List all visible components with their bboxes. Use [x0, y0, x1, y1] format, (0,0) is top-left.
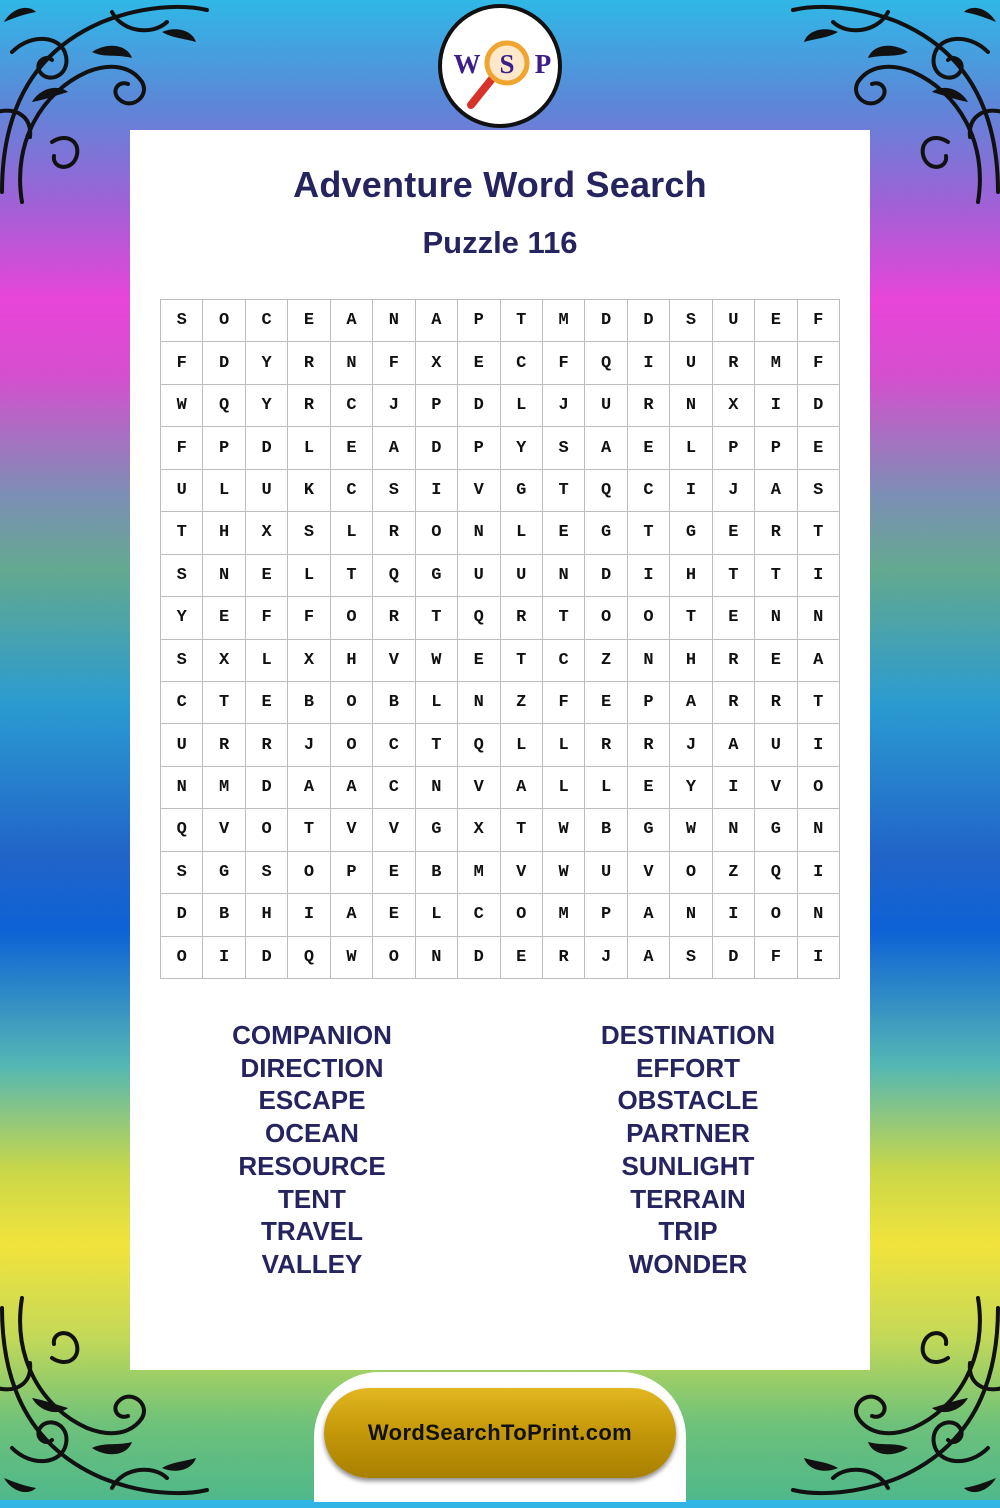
grid-cell[interactable]: I: [628, 555, 670, 597]
grid-cell[interactable]: W: [543, 852, 585, 894]
grid-cell[interactable]: C: [501, 342, 543, 384]
grid-cell[interactable]: I: [713, 767, 755, 809]
grid-cell[interactable]: P: [755, 427, 797, 469]
grid-cell[interactable]: S: [798, 470, 840, 512]
grid-cell[interactable]: N: [373, 300, 415, 342]
grid-cell[interactable]: L: [288, 555, 330, 597]
grid-cell[interactable]: G: [501, 470, 543, 512]
grid-cell[interactable]: N: [416, 937, 458, 979]
grid-cell[interactable]: T: [755, 555, 797, 597]
word-list-item: TERRAIN: [630, 1183, 746, 1214]
grid-cell[interactable]: L: [501, 512, 543, 554]
grid-cell[interactable]: Y: [246, 385, 288, 427]
grid-cell[interactable]: D: [246, 937, 288, 979]
grid-cell[interactable]: F: [755, 937, 797, 979]
word-list-item: ESCAPE: [258, 1085, 366, 1116]
grid-cell[interactable]: U: [713, 300, 755, 342]
grid-cell[interactable]: D: [416, 427, 458, 469]
grid-cell[interactable]: Q: [458, 724, 500, 766]
grid-cell[interactable]: I: [798, 724, 840, 766]
grid-cell[interactable]: A: [331, 767, 373, 809]
grid-cell[interactable]: A: [670, 682, 712, 724]
grid-cell[interactable]: N: [628, 640, 670, 682]
page-title: Adventure Word Search: [293, 164, 707, 205]
grid-cell[interactable]: L: [246, 640, 288, 682]
grid-cell[interactable]: R: [288, 385, 330, 427]
grid-cell[interactable]: S: [161, 640, 203, 682]
grid-cell[interactable]: T: [416, 724, 458, 766]
grid-cell[interactable]: T: [670, 597, 712, 639]
grid-cell[interactable]: C: [543, 640, 585, 682]
grid-cell[interactable]: T: [501, 809, 543, 851]
grid-cell[interactable]: G: [628, 809, 670, 851]
grid-cell[interactable]: O: [246, 809, 288, 851]
grid-cell[interactable]: G: [416, 809, 458, 851]
grid-cell[interactable]: L: [416, 894, 458, 936]
grid-cell[interactable]: O: [331, 597, 373, 639]
grid-cell[interactable]: E: [458, 342, 500, 384]
grid-cell[interactable]: J: [373, 385, 415, 427]
grid-cell[interactable]: D: [458, 385, 500, 427]
grid-cell[interactable]: Z: [585, 640, 627, 682]
grid-cell[interactable]: W: [161, 385, 203, 427]
grid-cell[interactable]: E: [628, 767, 670, 809]
grid-cell[interactable]: J: [670, 724, 712, 766]
grid-cell[interactable]: T: [543, 470, 585, 512]
word-list-item: OBSTACLE: [617, 1085, 759, 1116]
grid-cell[interactable]: D: [628, 300, 670, 342]
grid-cell[interactable]: E: [501, 937, 543, 979]
grid-cell[interactable]: B: [585, 809, 627, 851]
grid-cell[interactable]: N: [798, 809, 840, 851]
grid-cell[interactable]: C: [331, 385, 373, 427]
word-list-item: COMPANION: [232, 1020, 392, 1050]
grid-cell[interactable]: M: [203, 767, 245, 809]
grid-cell[interactable]: S: [670, 937, 712, 979]
grid-cell[interactable]: U: [755, 724, 797, 766]
grid-cell[interactable]: O: [416, 512, 458, 554]
grid-cell[interactable]: O: [331, 724, 373, 766]
grid-cell[interactable]: I: [416, 470, 458, 512]
grid-cell[interactable]: I: [203, 937, 245, 979]
word-list-item: SUNLIGHT: [621, 1150, 755, 1181]
grid-cell[interactable]: W: [670, 809, 712, 851]
grid-cell[interactable]: M: [543, 894, 585, 936]
grid-cell[interactable]: F: [161, 427, 203, 469]
grid-cell[interactable]: I: [798, 852, 840, 894]
grid-cell[interactable]: A: [755, 470, 797, 512]
grid-cell[interactable]: I: [713, 894, 755, 936]
magnifier-logo-icon: [447, 13, 553, 119]
grid-cell[interactable]: Z: [501, 682, 543, 724]
grid-cell[interactable]: G: [585, 512, 627, 554]
grid-cell[interactable]: L: [331, 512, 373, 554]
grid-cell[interactable]: H: [670, 640, 712, 682]
grid-cell[interactable]: V: [458, 767, 500, 809]
grid-cell[interactable]: T: [543, 597, 585, 639]
grid-cell[interactable]: X: [713, 385, 755, 427]
grid-cell[interactable]: H: [670, 555, 712, 597]
grid-cell[interactable]: S: [246, 852, 288, 894]
grid-cell[interactable]: A: [713, 724, 755, 766]
grid-cell[interactable]: L: [543, 767, 585, 809]
grid-cell[interactable]: R: [373, 512, 415, 554]
grid-cell[interactable]: F: [543, 342, 585, 384]
grid-cell[interactable]: G: [670, 512, 712, 554]
logo-letter-s: S: [499, 49, 515, 79]
grid-cell[interactable]: E: [628, 427, 670, 469]
site-link-label: WordSearchToPrint.com: [367, 1420, 633, 1445]
grid-cell[interactable]: R: [713, 682, 755, 724]
logo-letter-w: W: [453, 49, 481, 79]
grid-cell[interactable]: S: [161, 555, 203, 597]
grid-cell[interactable]: W: [331, 937, 373, 979]
word-list-right: [538, 1019, 838, 1281]
grid-cell[interactable]: A: [331, 300, 373, 342]
grid-cell[interactable]: V: [501, 852, 543, 894]
word-list-item: EFFORT: [636, 1052, 740, 1083]
grid-cell[interactable]: U: [246, 470, 288, 512]
grid-cell[interactable]: R: [628, 724, 670, 766]
grid-cell[interactable]: I: [628, 342, 670, 384]
grid-cell[interactable]: C: [331, 470, 373, 512]
grid-cell[interactable]: E: [331, 427, 373, 469]
grid-cell[interactable]: N: [713, 809, 755, 851]
grid-cell[interactable]: O: [755, 894, 797, 936]
grid-cell[interactable]: S: [161, 852, 203, 894]
grid-cell[interactable]: N: [458, 682, 500, 724]
grid-cell[interactable]: E: [203, 597, 245, 639]
grid-cell[interactable]: L: [543, 724, 585, 766]
grid-cell[interactable]: S: [670, 300, 712, 342]
grid-cell[interactable]: D: [246, 427, 288, 469]
grid-cell[interactable]: X: [458, 809, 500, 851]
grid-cell[interactable]: O: [670, 852, 712, 894]
grid-cell[interactable]: U: [585, 385, 627, 427]
grid-cell[interactable]: U: [585, 852, 627, 894]
grid-cell[interactable]: L: [203, 470, 245, 512]
grid-cell[interactable]: L: [501, 385, 543, 427]
grid-cell[interactable]: P: [416, 385, 458, 427]
grid-cell[interactable]: Y: [246, 342, 288, 384]
grid-cell[interactable]: R: [755, 512, 797, 554]
grid-cell[interactable]: A: [501, 767, 543, 809]
word-list-item: OCEAN: [265, 1118, 359, 1149]
grid-cell[interactable]: R: [628, 385, 670, 427]
grid-cell[interactable]: G: [416, 555, 458, 597]
grid-cell[interactable]: F: [798, 300, 840, 342]
grid-cell[interactable]: P: [628, 682, 670, 724]
grid-cell[interactable]: Q: [161, 809, 203, 851]
grid-cell[interactable]: N: [755, 597, 797, 639]
grid-cell[interactable]: R: [203, 724, 245, 766]
grid-cell[interactable]: E: [288, 300, 330, 342]
grid-cell[interactable]: W: [543, 809, 585, 851]
grid-cell[interactable]: Q: [288, 937, 330, 979]
grid-cell[interactable]: E: [458, 640, 500, 682]
grid-cell[interactable]: C: [458, 894, 500, 936]
grid-cell[interactable]: M: [543, 300, 585, 342]
grid-cell[interactable]: D: [585, 300, 627, 342]
grid-cell[interactable]: L: [288, 427, 330, 469]
grid-cell[interactable]: D: [585, 555, 627, 597]
grid-cell[interactable]: T: [331, 555, 373, 597]
grid-cell[interactable]: P: [331, 852, 373, 894]
grid-cell[interactable]: R: [246, 724, 288, 766]
grid-cell[interactable]: V: [755, 767, 797, 809]
grid-cell[interactable]: B: [373, 682, 415, 724]
word-list-item: TRAVEL: [260, 1216, 364, 1247]
puzzle-number: Puzzle 116: [422, 225, 578, 260]
grid-cell[interactable]: A: [331, 894, 373, 936]
grid-cell[interactable]: A: [628, 894, 670, 936]
grid-cell[interactable]: D: [458, 937, 500, 979]
grid-cell[interactable]: I: [288, 894, 330, 936]
grid-cell[interactable]: V: [373, 809, 415, 851]
grid-cell[interactable]: Q: [755, 852, 797, 894]
grid-cell[interactable]: Y: [501, 427, 543, 469]
grid-cell[interactable]: X: [246, 512, 288, 554]
grid-cell[interactable]: E: [373, 852, 415, 894]
word-list-item: WONDER: [628, 1248, 748, 1279]
grid-cell[interactable]: T: [203, 682, 245, 724]
grid-cell[interactable]: Q: [458, 597, 500, 639]
grid-cell[interactable]: X: [416, 342, 458, 384]
grid-cell[interactable]: E: [755, 640, 797, 682]
grid-cell[interactable]: I: [755, 385, 797, 427]
grid-cell[interactable]: E: [246, 682, 288, 724]
grid-cell[interactable]: J: [543, 385, 585, 427]
grid-cell[interactable]: S: [373, 470, 415, 512]
grid-cell[interactable]: L: [670, 427, 712, 469]
grid-cell[interactable]: N: [416, 767, 458, 809]
grid-cell[interactable]: V: [458, 470, 500, 512]
grid-cell[interactable]: R: [288, 342, 330, 384]
grid-cell[interactable]: N: [331, 342, 373, 384]
grid-cell[interactable]: N: [798, 894, 840, 936]
grid-cell[interactable]: C: [246, 300, 288, 342]
grid-cell[interactable]: A: [585, 427, 627, 469]
grid-cell[interactable]: O: [585, 597, 627, 639]
grid-cell[interactable]: F: [288, 597, 330, 639]
grid-cell[interactable]: R: [501, 597, 543, 639]
grid-cell[interactable]: V: [203, 809, 245, 851]
grid-cell[interactable]: T: [798, 682, 840, 724]
grid-cell[interactable]: I: [670, 470, 712, 512]
grid-cell[interactable]: E: [798, 427, 840, 469]
grid-cell[interactable]: V: [628, 852, 670, 894]
grid-cell[interactable]: C: [161, 682, 203, 724]
grid-cell[interactable]: R: [713, 342, 755, 384]
grid-cell[interactable]: I: [798, 555, 840, 597]
grid-cell[interactable]: D: [246, 767, 288, 809]
grid-cell[interactable]: P: [458, 300, 500, 342]
grid-cell[interactable]: Y: [670, 767, 712, 809]
grid-cell[interactable]: T: [713, 555, 755, 597]
grid-cell[interactable]: D: [203, 342, 245, 384]
grid-cell[interactable]: R: [755, 682, 797, 724]
grid-cell[interactable]: L: [416, 682, 458, 724]
grid-cell[interactable]: S: [161, 300, 203, 342]
grid-cell[interactable]: N: [161, 767, 203, 809]
grid-cell[interactable]: T: [501, 300, 543, 342]
grid-cell[interactable]: T: [798, 512, 840, 554]
grid-cell[interactable]: I: [798, 937, 840, 979]
site-link-button[interactable]: [324, 1388, 676, 1478]
grid-cell[interactable]: O: [331, 682, 373, 724]
grid-cell[interactable]: G: [755, 809, 797, 851]
grid-cell[interactable]: V: [331, 809, 373, 851]
grid-cell[interactable]: S: [288, 512, 330, 554]
grid-cell[interactable]: C: [373, 724, 415, 766]
grid-cell[interactable]: Y: [161, 597, 203, 639]
grid-cell[interactable]: B: [416, 852, 458, 894]
grid-cell[interactable]: O: [161, 937, 203, 979]
grid-cell[interactable]: U: [670, 342, 712, 384]
grid-cell[interactable]: U: [501, 555, 543, 597]
grid-cell[interactable]: H: [203, 512, 245, 554]
grid-cell[interactable]: E: [373, 894, 415, 936]
grid-cell[interactable]: O: [203, 300, 245, 342]
grid-cell[interactable]: X: [288, 640, 330, 682]
word-list-item: PARTNER: [626, 1118, 750, 1149]
grid-cell[interactable]: E: [713, 512, 755, 554]
grid-cell[interactable]: C: [373, 767, 415, 809]
grid-cell[interactable]: U: [161, 724, 203, 766]
word-list-item: TENT: [278, 1183, 346, 1214]
grid-cell[interactable]: O: [501, 894, 543, 936]
grid-cell[interactable]: D: [161, 894, 203, 936]
grid-cell[interactable]: O: [373, 937, 415, 979]
grid-cell[interactable]: O: [798, 767, 840, 809]
grid-cell[interactable]: J: [713, 470, 755, 512]
grid-cell[interactable]: O: [288, 852, 330, 894]
grid-cell[interactable]: T: [628, 512, 670, 554]
footer-badge: [314, 1372, 686, 1502]
grid-cell[interactable]: K: [288, 470, 330, 512]
grid-cell[interactable]: A: [416, 300, 458, 342]
grid-cell[interactable]: A: [628, 937, 670, 979]
grid-cell[interactable]: N: [670, 385, 712, 427]
grid-cell[interactable]: F: [373, 342, 415, 384]
grid-cell[interactable]: A: [798, 640, 840, 682]
grid-cell[interactable]: R: [585, 724, 627, 766]
word-list-item: DIRECTION: [240, 1052, 384, 1083]
grid-cell[interactable]: A: [288, 767, 330, 809]
grid-cell[interactable]: Q: [203, 385, 245, 427]
grid-cell[interactable]: Q: [585, 342, 627, 384]
grid-cell[interactable]: J: [288, 724, 330, 766]
grid-cell[interactable]: N: [543, 555, 585, 597]
grid-cell[interactable]: P: [458, 427, 500, 469]
letter-grid: [160, 299, 840, 979]
grid-cell[interactable]: N: [458, 512, 500, 554]
grid-cell[interactable]: T: [416, 597, 458, 639]
grid-cell[interactable]: R: [373, 597, 415, 639]
grid-cell[interactable]: Q: [585, 470, 627, 512]
word-list-left: [162, 1019, 462, 1281]
grid-cell[interactable]: B: [288, 682, 330, 724]
grid-cell[interactable]: E: [713, 597, 755, 639]
grid-cell[interactable]: P: [585, 894, 627, 936]
grid-cell[interactable]: H: [246, 894, 288, 936]
grid-cell[interactable]: H: [331, 640, 373, 682]
grid-cell[interactable]: E: [246, 555, 288, 597]
grid-cell[interactable]: R: [543, 937, 585, 979]
grid-cell[interactable]: G: [203, 852, 245, 894]
grid-cell[interactable]: C: [628, 470, 670, 512]
grid-cell[interactable]: Q: [373, 555, 415, 597]
grid-cell[interactable]: O: [628, 597, 670, 639]
grid-cell[interactable]: J: [585, 937, 627, 979]
grid-cell[interactable]: N: [798, 597, 840, 639]
grid-cell[interactable]: M: [458, 852, 500, 894]
grid-cell[interactable]: E: [585, 682, 627, 724]
grid-cell[interactable]: W: [416, 640, 458, 682]
word-list-item: DESTINATION: [600, 1020, 776, 1050]
grid-cell[interactable]: D: [798, 385, 840, 427]
grid-cell[interactable]: Z: [713, 852, 755, 894]
grid-cell[interactable]: E: [543, 512, 585, 554]
grid-cell[interactable]: U: [161, 470, 203, 512]
grid-cell[interactable]: F: [798, 342, 840, 384]
grid-cell[interactable]: T: [161, 512, 203, 554]
word-list-item: RESOURCE: [238, 1150, 386, 1181]
grid-cell[interactable]: M: [755, 342, 797, 384]
grid-cell[interactable]: P: [713, 427, 755, 469]
grid-cell[interactable]: V: [373, 640, 415, 682]
grid-cell[interactable]: L: [585, 767, 627, 809]
logo-letter-p: P: [534, 49, 552, 79]
grid-cell[interactable]: T: [288, 809, 330, 851]
puzzle-sheet: [130, 130, 870, 1370]
grid-cell[interactable]: N: [670, 894, 712, 936]
word-list-item: TRIP: [658, 1216, 718, 1247]
grid-cell[interactable]: T: [501, 640, 543, 682]
grid-cell[interactable]: F: [246, 597, 288, 639]
grid-cell[interactable]: F: [161, 342, 203, 384]
grid-cell[interactable]: B: [203, 894, 245, 936]
site-logo[interactable]: [438, 4, 562, 128]
grid-cell[interactable]: F: [543, 682, 585, 724]
grid-cell[interactable]: U: [458, 555, 500, 597]
grid-cell[interactable]: P: [203, 427, 245, 469]
grid-cell[interactable]: L: [501, 724, 543, 766]
grid-cell[interactable]: D: [713, 937, 755, 979]
grid-cell[interactable]: N: [203, 555, 245, 597]
grid-cell[interactable]: X: [203, 640, 245, 682]
word-list-item: VALLEY: [261, 1248, 363, 1279]
grid-cell[interactable]: A: [373, 427, 415, 469]
grid-cell[interactable]: E: [755, 300, 797, 342]
grid-cell[interactable]: R: [713, 640, 755, 682]
grid-cell[interactable]: S: [543, 427, 585, 469]
